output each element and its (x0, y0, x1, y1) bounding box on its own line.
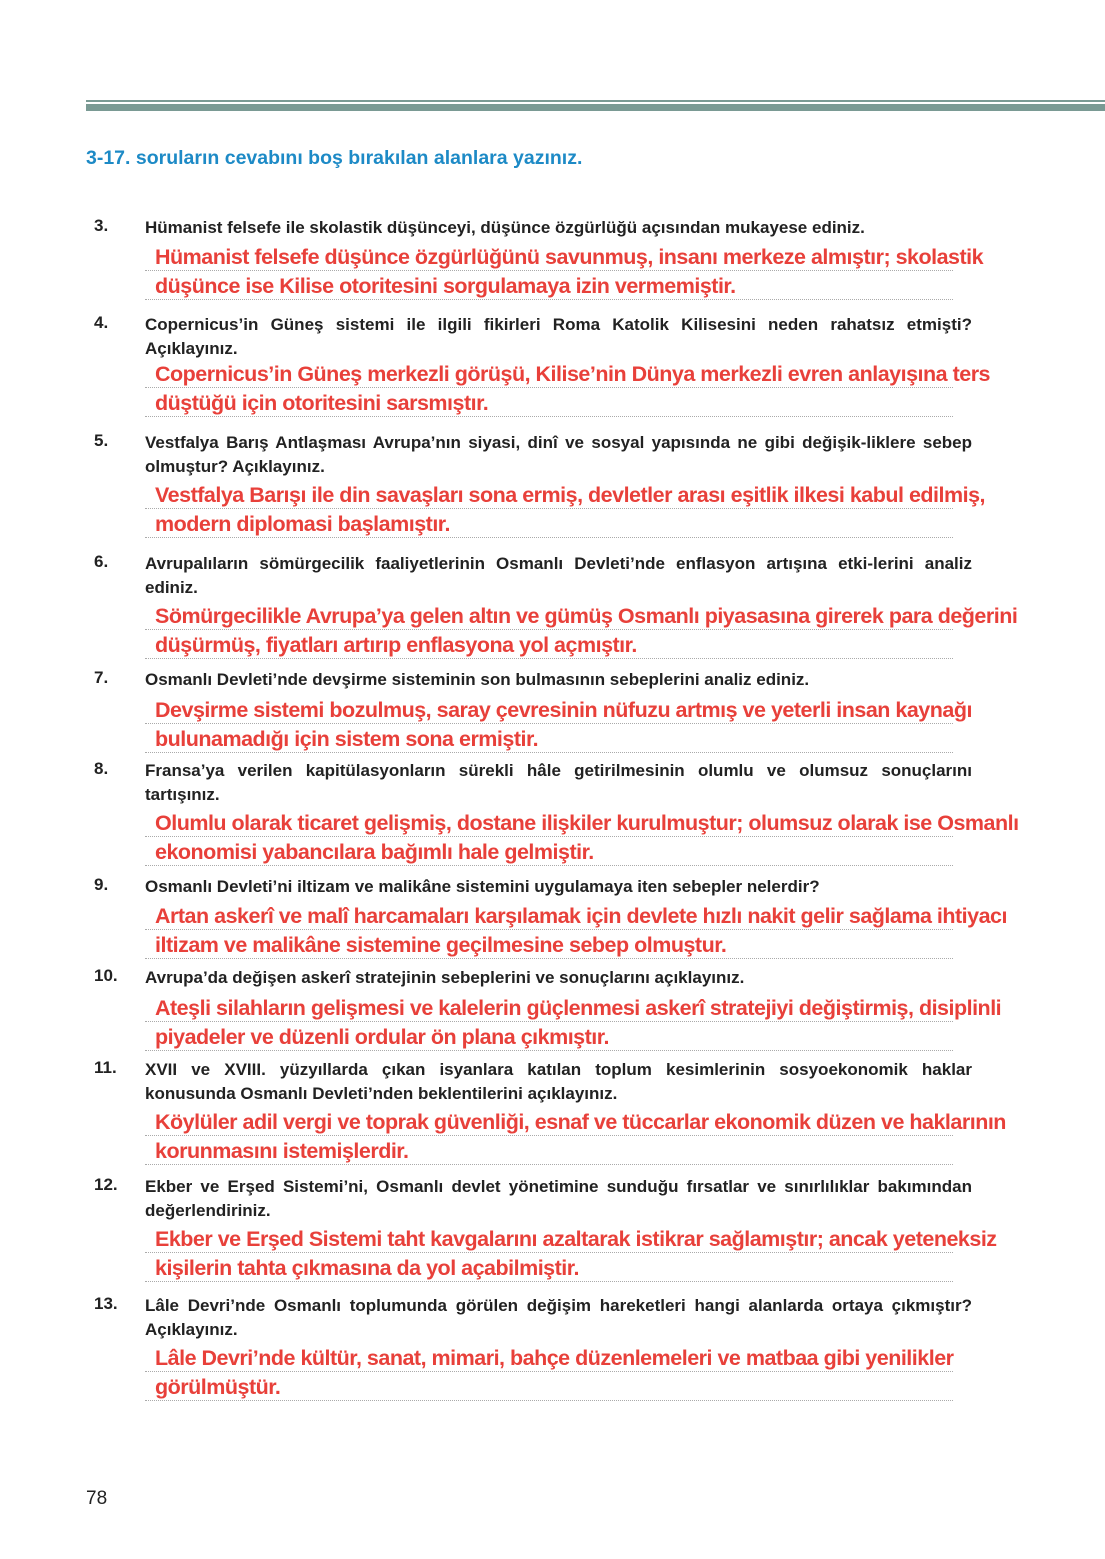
question-text: Osmanlı Devleti’nde devşirme sisteminin son bulmasının sebeplerini analiz ediniz. (145, 670, 810, 689)
answer-line (145, 390, 1105, 419)
answer-line (145, 1138, 1105, 1167)
question-text: Lâle Devri’nde Osmanlı toplumunda görülen değişim hareketleri hangi alanlarda ortaya çıkmıştır? Açıklayınız. (145, 1296, 972, 1339)
answer-text: Lâle Devri’nde kültür, sanat, mimari, bahçe düzenlemeleri ve matbaa gibi yenilikler (155, 1346, 954, 1370)
header-rule-thick (86, 104, 1105, 111)
question-text: Avrupa’da değişen askerî stratejinin sebeplerini ve sonuçlarını açıklayınız. (145, 968, 745, 987)
answer-area[interactable] (145, 995, 1105, 1053)
answer-line (145, 932, 1105, 961)
answer-area[interactable] (145, 482, 1105, 540)
answer-text: düşürmüş, fiyatları artırıp enflasyona yol açmıştır. (155, 633, 637, 657)
answer-line (145, 1109, 1105, 1138)
answer-line (145, 1226, 1105, 1255)
answer-area[interactable] (145, 603, 1105, 661)
answer-line (145, 1345, 1105, 1374)
answer-area[interactable] (145, 1109, 1105, 1167)
question-text: Osmanlı Devleti’ni iltizam ve malikâne sistemini uygulamaya iten sebepler nelerdir? (145, 877, 820, 896)
answer-text: Sömürgecilikle Avrupa’ya gelen altın ve gümüş Osmanlı piyasasına girerek para değerini (155, 604, 1018, 628)
answer-text: iltizam ve malikâne sistemine geçilmesine sebep olmuştur. (155, 933, 727, 957)
question-number: 9. (94, 875, 109, 894)
question-number: 10. (94, 966, 118, 985)
answer-line (145, 810, 1105, 839)
header-rule-thin (86, 100, 1105, 102)
answer-text: düştüğü için otoritesini sarsmıştır. (155, 391, 489, 415)
answer-line (145, 1255, 1105, 1284)
answer-line (145, 995, 1105, 1024)
question-number: 6. (94, 552, 109, 571)
question-text: Avrupalıların sömürgecilik faaliyetlerinin Osmanlı Devleti’nde enflasyon artışına etki-lerini analiz ediniz. (145, 554, 972, 597)
answer-text: Vestfalya Barışı ile din savaşları sona ermiş, devletler arası eşitlik ilkesi kabul edilmiş, (155, 483, 985, 507)
answer-text: Olumlu olarak ticaret gelişmiş, dostane ilişkiler kurulmuştur; olumsuz olarak ise Osmanlı (155, 811, 1019, 835)
answer-line (145, 482, 1105, 511)
page-number: 78 (86, 1488, 108, 1509)
question-text: Vestfalya Barış Antlaşması Avrupa’nın siyasi, dinî ve sosyal yapısında ne gibi değişik-liklere sebep olmuştur? Açıklayınız. (145, 433, 972, 476)
answer-text: düşünce ise Kilise otoritesini sorgulamaya izin vermemiştir. (155, 274, 736, 298)
answer-area[interactable] (145, 361, 1105, 419)
question-text: Fransa’ya verilen kapitülasyonların sürekli hâle getirilmesinin olumlu ve olumsuz sonuçlarını tartışınız. (145, 761, 972, 804)
answer-text: ekonomisi yabancılara bağımlı hale gelmiştir. (155, 840, 594, 864)
answer-text: bulunamadığı için sistem sona ermiştir. (155, 727, 539, 751)
answer-area[interactable] (145, 1345, 1105, 1403)
question-text: Ekber ve Erşed Sistemi’ni, Osmanlı devlet yönetimine sunduğu fırsatlar ve sınırlılıklar bakımından değerlendiriniz. (145, 1177, 972, 1220)
answer-line (145, 1374, 1105, 1403)
question-number: 5. (94, 431, 109, 450)
answer-area[interactable] (145, 244, 1105, 302)
instructions-heading: 3-17. soruların cevabını boş bırakılan alanlara yazınız. (86, 147, 583, 169)
answer-text: Copernicus’in Güneş merkezli görüşü, Kilise’nin Dünya merkezli evren anlayışına ters (155, 362, 991, 386)
answer-line (145, 603, 1105, 632)
answer-line (145, 839, 1105, 868)
answer-text: Ekber ve Erşed Sistemi taht kavgalarını azaltarak istikrar sağlamıştır; ancak yeteneksiz (155, 1227, 997, 1251)
answer-text: Devşirme sistemi bozulmuş, saray çevresinin nüfuzu artmış ve yeterli insan kaynağı (155, 698, 972, 722)
question-number: 4. (94, 313, 109, 332)
answer-text: Hümanist felsefe düşünce özgürlüğünü savunmuş, insanı merkeze almıştır; skolastik (155, 245, 984, 269)
answer-text: modern diplomasi başlamıştır. (155, 512, 450, 536)
answer-area[interactable] (145, 810, 1105, 868)
answer-text: Ateşli silahların gelişmesi ve kalelerin güçlenmesi askerî stratejiyi değiştirmiş, disiplinli (155, 996, 1002, 1020)
answer-line (145, 632, 1105, 661)
answer-line (145, 697, 1105, 726)
question-text: Copernicus’in Güneş sistemi ile ilgili fikirleri Roma Katolik Kilisesini neden rahatsız etmişti? Açıklayınız. (145, 315, 972, 358)
answer-text: görülmüştür. (155, 1375, 281, 1399)
question-text: XVII ve XVIII. yüzyıllarda çıkan isyanlara katılan toplum kesimlerinin sosyoekonomik haklar konusunda Osmanlı Devleti’nden beklentilerini açıklayınız. (145, 1060, 972, 1103)
answer-text: piyadeler ve düzenli ordular ön plana çıkmıştır. (155, 1025, 609, 1049)
answer-line (145, 726, 1105, 755)
question-number: 7. (94, 668, 109, 687)
question-number: 3. (94, 216, 109, 235)
answer-text: korunmasını istemişlerdir. (155, 1139, 409, 1163)
answer-area[interactable] (145, 1226, 1105, 1284)
answer-line (145, 511, 1105, 540)
answer-text: kişilerin tahta çıkmasına da yol açabilmiştir. (155, 1256, 579, 1280)
question-number: 11. (94, 1058, 117, 1077)
answer-line (145, 244, 1105, 273)
answer-text: Artan askerî ve malî harcamaları karşılamak için devlete hızlı nakit gelir sağlama ihtiyacı (155, 904, 1007, 928)
question-number: 8. (94, 759, 109, 778)
answer-line (145, 1024, 1105, 1053)
answer-line (145, 361, 1105, 390)
answer-line (145, 903, 1105, 932)
question-text: Hümanist felsefe ile skolastik düşünceyi, düşünce özgürlüğü açısından mukayese ediniz. (145, 218, 865, 237)
question-number: 12. (94, 1175, 118, 1194)
answer-text: Köylüler adil vergi ve toprak güvenliği, esnaf ve tüccarlar ekonomik düzen ve haklarının (155, 1110, 1006, 1134)
answer-line (145, 273, 1105, 302)
question-number: 13. (94, 1294, 118, 1313)
answer-area[interactable] (145, 903, 1105, 961)
answer-area[interactable] (145, 697, 1105, 755)
